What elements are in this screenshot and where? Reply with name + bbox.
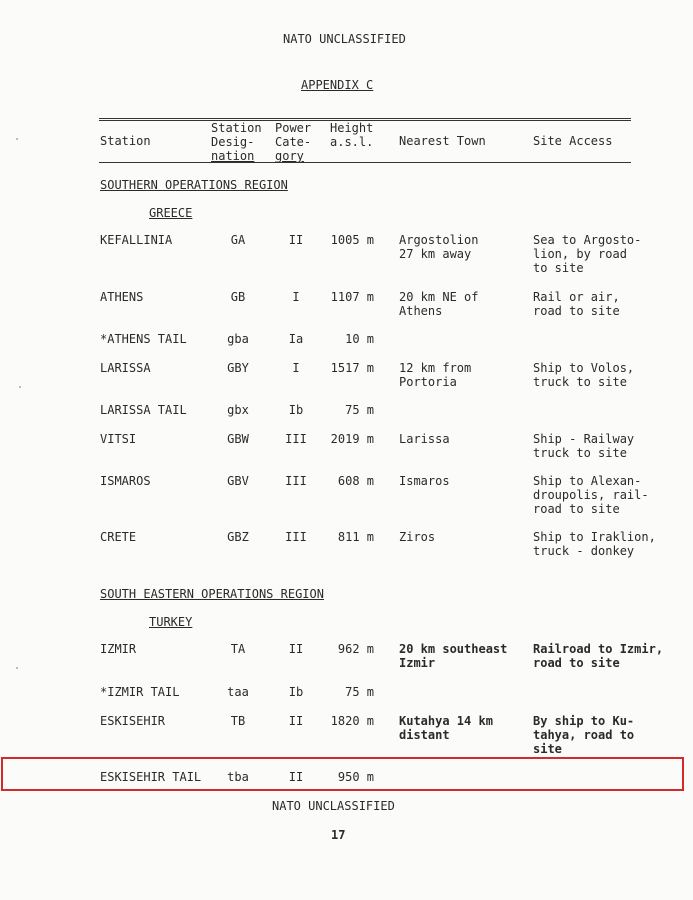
nearest-town-line: Portoria [399, 375, 457, 389]
classification-footer: NATO UNCLASSIFIED [272, 799, 395, 813]
station-name: KEFALLINIA [100, 233, 173, 247]
station-name: ATHENS [100, 290, 144, 304]
station-designation: TA [230, 642, 246, 656]
station-designation: GBW [227, 432, 249, 446]
power-category: I [292, 290, 300, 304]
site-access-line: Rail or air, [533, 290, 620, 304]
col-station: Station [100, 134, 151, 148]
station-designation: TB [230, 714, 246, 728]
nearest-town-line: 27 km away [399, 247, 472, 261]
col-power-line2: Cate- [275, 135, 312, 149]
paper-speck [16, 667, 18, 669]
nearest-town-line: Izmir [399, 656, 436, 670]
site-access-line: droupolis, rail- [533, 488, 649, 502]
country-turkey: TURKEY [149, 615, 193, 629]
table-header-rule [99, 162, 631, 163]
station-designation: tba [227, 770, 249, 784]
nearest-town-line: Athens [399, 304, 443, 318]
col-nearest-town: Nearest Town [399, 134, 486, 148]
site-access-line: truck to site [533, 446, 627, 460]
station-name: LARISSA [100, 361, 151, 375]
col-power [275, 121, 311, 163]
height-asl: 1517 m [330, 361, 374, 375]
station-name: CRETE [100, 530, 137, 544]
site-access-line: truck to site [533, 375, 627, 389]
power-category: III [285, 432, 307, 446]
station-name: ESKISEHIR TAIL [100, 770, 202, 784]
col-designation [211, 121, 262, 163]
height-asl: 962 m [337, 642, 374, 656]
nearest-town-line: Ismaros [399, 474, 450, 488]
station-designation: GBZ [227, 530, 249, 544]
site-access-line: tahya, road to [533, 728, 635, 742]
site-access-line: site [533, 742, 562, 756]
power-category: II [288, 714, 304, 728]
appendix-title: APPENDIX C [301, 78, 374, 92]
nearest-town-line: Argostolion [399, 233, 479, 247]
height-asl: 10 m [345, 332, 374, 346]
height-asl: 1005 m [330, 233, 374, 247]
table-top-rule [99, 118, 631, 119]
nearest-town-line: Ziros [399, 530, 436, 544]
nearest-town-line: 20 km southeast [399, 642, 508, 656]
col-power-line3: gory [275, 149, 304, 163]
power-category: Ia [288, 332, 304, 346]
station-designation: GB [230, 290, 246, 304]
site-access-line: Ship - Railway [533, 432, 635, 446]
power-category: II [288, 770, 304, 784]
power-category: I [292, 361, 300, 375]
col-power-line1: Power [275, 121, 312, 135]
station-name: LARISSA TAIL [100, 403, 187, 417]
station-designation: gba [227, 332, 249, 346]
paper-speck [19, 386, 21, 388]
height-asl: 608 m [337, 474, 374, 488]
height-asl: 950 m [337, 770, 374, 784]
site-access-line: Sea to Argosto- [533, 233, 642, 247]
station-name: VITSI [100, 432, 137, 446]
power-category: II [288, 233, 304, 247]
classification-header: NATO UNCLASSIFIED [283, 32, 406, 46]
site-access-line: Ship to Alexan- [533, 474, 642, 488]
col-designation-line3: nation [211, 149, 255, 163]
nearest-town-line: 12 km from [399, 361, 472, 375]
power-category: III [285, 530, 307, 544]
col-designation-line1: Station [211, 121, 262, 135]
nearest-town-line: distant [399, 728, 450, 742]
col-height-line1: Height [330, 121, 374, 135]
region-title-south-eastern: SOUTH EASTERN OPERATIONS REGION [100, 587, 324, 601]
station-designation: GA [230, 233, 246, 247]
col-site-access: Site Access [533, 134, 613, 148]
nearest-town-line: Kutahya 14 km [399, 714, 493, 728]
power-category: II [288, 642, 304, 656]
height-asl: 1107 m [330, 290, 374, 304]
nearest-town-line: Larissa [399, 432, 450, 446]
site-access-line: truck - donkey [533, 544, 635, 558]
site-access-line: By ship to Ku- [533, 714, 635, 728]
region-title-southern: SOUTHERN OPERATIONS REGION [100, 178, 288, 192]
height-asl: 811 m [337, 530, 374, 544]
site-access-line: road to site [533, 656, 620, 670]
station-designation: taa [227, 685, 249, 699]
height-asl: 2019 m [330, 432, 374, 446]
station-name: *ATHENS TAIL [100, 332, 187, 346]
power-category: III [285, 474, 307, 488]
site-access-line: road to site [533, 304, 620, 318]
power-category: Ib [288, 403, 304, 417]
height-asl: 75 m [345, 403, 374, 417]
station-name: ESKISEHIR [100, 714, 166, 728]
page-number: 17 [331, 828, 346, 842]
col-designation-line2: Desig- [211, 135, 255, 149]
site-access-line: Railroad to Izmir, [533, 642, 664, 656]
height-asl: 1820 m [330, 714, 374, 728]
station-name: *IZMIR TAIL [100, 685, 180, 699]
col-height [330, 121, 373, 149]
paper-speck [16, 138, 18, 140]
power-category: Ib [288, 685, 304, 699]
site-access-line: road to site [533, 502, 620, 516]
site-access-line: Ship to Volos, [533, 361, 635, 375]
station-designation: GBY [227, 361, 249, 375]
station-designation: gbx [227, 403, 249, 417]
station-name: IZMIR [100, 642, 137, 656]
col-height-line2: a.s.l. [330, 135, 374, 149]
site-access-line: lion, by road [533, 247, 627, 261]
station-designation: GBV [227, 474, 249, 488]
site-access-line: to site [533, 261, 584, 275]
country-greece: GREECE [149, 206, 193, 220]
station-name: ISMAROS [100, 474, 151, 488]
highlight-box [1, 757, 684, 791]
nearest-town-line: 20 km NE of [399, 290, 479, 304]
height-asl: 75 m [345, 685, 374, 699]
site-access-line: Ship to Iraklion, [533, 530, 656, 544]
